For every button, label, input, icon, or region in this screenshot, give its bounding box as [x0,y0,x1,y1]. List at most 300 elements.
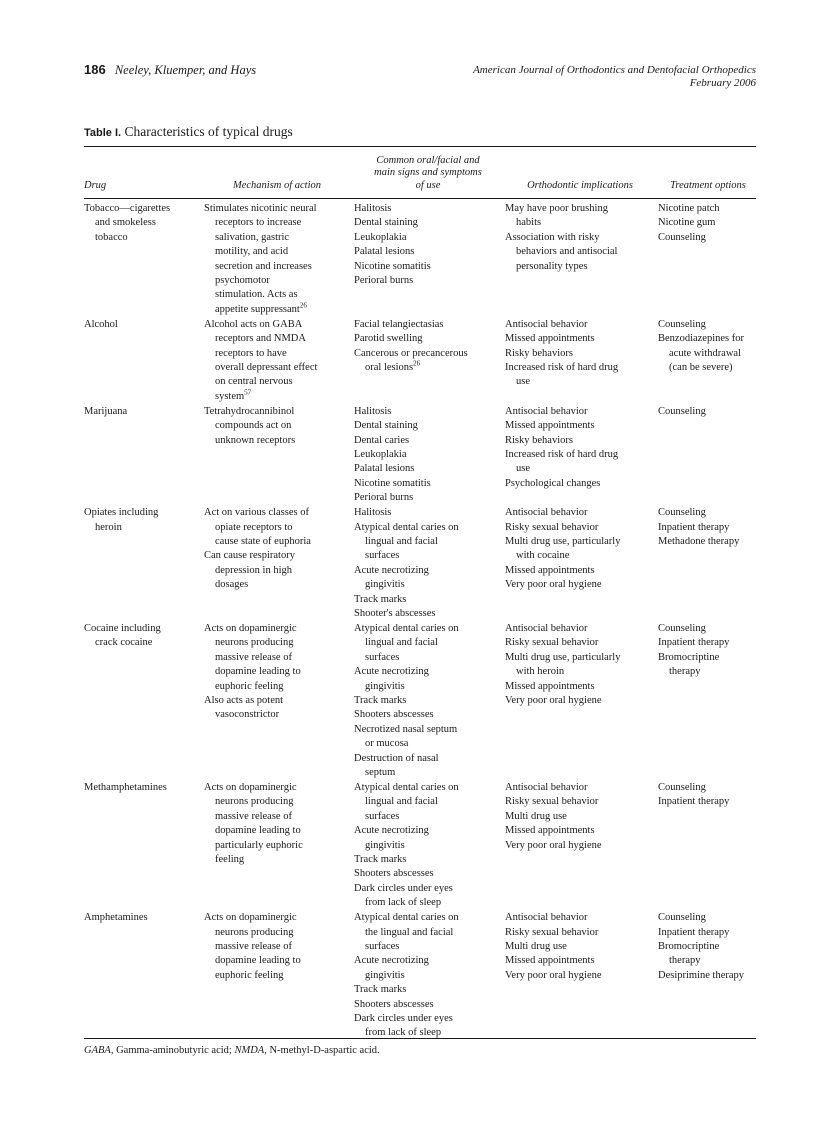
cell-text: Antisocial behavior [505,507,588,519]
cell-line [354,737,502,751]
cell-line [505,375,655,389]
cell-text: cause state of euphoria [215,536,311,547]
cell-line [84,781,199,795]
header-implications-line: Orthodontic implications [527,179,633,191]
table-header-rule [84,198,756,199]
cell-line [505,549,655,563]
cell-mechanism [204,911,350,983]
cell-text: Bromocriptine [658,651,720,663]
cell-line [354,752,502,766]
cell-text: Dark circles under eyes [354,1013,453,1025]
cell-line [505,462,655,476]
cell-text: Antisocial behavior [505,912,588,924]
cell-text: Dark circles under eyes [354,882,453,894]
cell-text: opiate receptors to [215,521,293,533]
cell-text: Counseling [658,318,706,330]
cell-text: secretion and increases [215,260,312,272]
cell-text: Leukoplakia [354,449,407,461]
cell-mechanism [204,405,350,448]
cell-text: neurons producing [215,637,294,649]
footnote-abbr-gaba: GABA, [84,1045,114,1056]
cell-drug [84,911,199,925]
table-row [0,622,838,781]
cell-line [354,274,502,288]
header-treatment-line: Treatment options [670,179,746,191]
cell-text: neurons producing [215,926,294,938]
cell-line [84,216,199,230]
cell-text: Acute necrotizing [354,564,429,576]
cell-text: Atypical dental caries on [354,622,459,634]
cell-text: dosages [215,579,249,591]
cell-text: May have poor brushing [505,203,608,214]
cell-text: Halitosis [354,405,392,417]
table-footnote [84,1045,380,1056]
cell-line [505,636,655,650]
cell-line [505,810,655,824]
cell-mechanism [204,318,350,404]
cell-line [354,260,502,274]
cell-text: oral lesions [365,362,414,374]
cell-text: Multi drug use, particularly [505,536,621,547]
cell-text: surfaces [365,940,400,952]
cell-text: Shooters abscesses [354,709,434,721]
cell-line [354,940,502,954]
table-caption [84,124,293,140]
cell-line [658,405,758,419]
cell-text: Risky behaviors [505,434,573,446]
cell-text: gingivitis [365,680,405,692]
cell-text: Multi drug use [505,810,567,822]
cell-line [84,911,199,925]
cell-line [658,231,758,245]
cell-line [204,680,350,694]
cell-text: euphoric feeling [215,969,284,981]
cell-line [204,708,350,722]
cell-text: Acts on dopaminergic [204,622,297,634]
cell-text: Inpatient therapy [658,637,730,649]
cell-text: Marijuana [84,405,128,417]
cell-line [84,405,199,419]
cell-text: appetite suppressant [215,303,300,315]
cell-text: Risky sexual behavior [505,796,599,808]
cell-text: Antisocial behavior [505,318,588,330]
cell-line [204,853,350,867]
cell-line [204,926,350,940]
cell-text: Multi drug use [505,940,567,952]
cell-text: lingual and facial [365,637,438,649]
table-row [0,318,838,405]
cell-implications [505,622,655,708]
cell-line [204,332,350,346]
cell-text: Leukoplakia [354,231,407,243]
cell-line [204,419,350,433]
cell-line [204,288,350,302]
cell-line [84,622,199,636]
cell-text: system [215,390,245,402]
cell-line [658,318,758,332]
cell-text: acute withdrawal [669,347,742,359]
cell-text: Dental caries [354,434,410,446]
cell-text: Alcohol acts on GABA [204,318,303,330]
cell-text: Bromocriptine [658,940,720,952]
cell-line [658,636,758,650]
cell-line [204,231,350,245]
cell-text: behaviors and antisocial [516,246,618,258]
cell-line [354,477,502,491]
cell-text: Track marks [354,854,407,866]
table-row [0,405,838,506]
cell-text: Cancerous or precancerous [354,347,468,359]
cell-text: surfaces [365,810,400,822]
cell-text: Risky behaviors [505,347,573,359]
cell-line [505,665,655,679]
cell-line [354,810,502,824]
cell-line [354,867,502,881]
cell-text: with heroin [516,666,565,678]
cell-implications [505,911,655,983]
cell-text: unknown receptors [215,434,296,446]
cell-line [505,231,655,245]
cell-line [84,202,199,216]
cell-text: Track marks [354,593,407,605]
cell-line [354,622,502,636]
cell-text: surfaces [365,550,400,562]
cell-text: Risky sexual behavior [505,521,599,533]
cell-text: receptors to have [215,347,287,359]
cell-treatment [658,506,758,549]
cell-text: Counseling [658,231,706,243]
cell-text: psychomotor [215,275,270,287]
cell-text: surfaces [365,651,400,663]
header-implications [505,180,655,193]
cell-line [204,665,350,679]
cell-line [505,434,655,448]
cell-text: Increased risk of hard drug [505,362,619,374]
cell-text: Antisocial behavior [505,781,588,793]
cell-text: euphoric feeling [215,680,284,692]
cell-text: Dental staining [354,420,418,432]
journal-name: American Journal of Orthodontics and Dentofacial Orthopedics [473,64,756,76]
cell-treatment [658,405,758,419]
cell-text: massive release of [215,940,292,952]
cell-text: Can cause respiratory [204,550,295,562]
cell-mechanism [204,202,350,317]
table-top-rule [84,146,756,147]
table-title: Characteristics of typical drugs [124,124,293,139]
cell-text: overall depressant effect [215,362,318,374]
cell-text: from lack of sleep [365,897,442,909]
cell-text: or mucosa [365,738,409,750]
cell-line [354,419,502,433]
cell-text: tobacco [95,231,128,243]
cell-line [505,969,655,983]
cell-text: Acute necrotizing [354,955,429,967]
cell-line [658,926,758,940]
cell-text: from lack of sleep [365,1027,442,1039]
cell-line [354,824,502,838]
cell-line [658,506,758,520]
cell-mechanism [204,622,350,723]
cell-text: Nicotine gum [658,217,716,229]
cell-line [354,636,502,650]
cell-line [204,578,350,592]
cell-line [658,521,758,535]
cell-line [354,694,502,708]
cell-line [505,926,655,940]
cell-line [505,419,655,433]
cell-line [658,969,758,983]
cell-text: dopamine leading to [215,955,301,967]
cell-line [505,839,655,853]
cell-line [204,940,350,954]
cell-drug [84,405,199,419]
cell-text: receptors to increase [215,217,302,229]
cell-text: particularly euphoric [215,839,303,851]
cell-text: Very poor oral hygiene [505,579,602,591]
cell-line [354,665,502,679]
cell-treatment [658,911,758,983]
cell-text: Risky sexual behavior [505,926,599,938]
cell-line [84,506,199,520]
table-row [0,202,838,318]
table-label: Table I. [84,127,122,139]
cell-implications [505,318,655,390]
cell-line [354,680,502,694]
cell-line [204,564,350,578]
cell-line [204,839,350,853]
cell-implications [505,781,655,853]
cell-text: Track marks [354,984,407,996]
cell-line [505,202,655,216]
cell-line [658,347,758,361]
cell-text: lingual and facial [365,796,438,808]
cell-line [354,983,502,997]
cell-line [354,448,502,462]
cell-line [204,303,350,317]
cell-text: Nicotine somatitis [354,477,431,489]
cell-line [354,506,502,520]
cell-text: Palatal lesions [354,463,415,475]
cell-text: with cocaine [516,550,570,562]
cell-text: stimulation. Acts as [215,289,298,301]
cell-text: septum [365,767,396,779]
cell-text: Increased risk of hard drug [505,449,619,461]
cell-line [658,795,758,809]
cell-line [354,969,502,983]
cell-line [354,954,502,968]
cell-line [84,318,199,332]
cell-line [505,318,655,332]
cell-text: Psychological changes [505,477,601,489]
cell-line [204,535,350,549]
cell-text: the lingual and facial [365,926,454,938]
cell-line [354,911,502,925]
cell-text: Tobacco—cigarettes [84,203,171,214]
header-mechanism [204,180,350,193]
cell-line [505,332,655,346]
header-signs-line-2: main signs and symptoms [374,167,482,178]
cell-drug [84,622,199,651]
cell-line [204,810,350,824]
cell-text: personality types [516,260,588,272]
cell-text: Antisocial behavior [505,405,588,417]
cell-text: Risky sexual behavior [505,637,599,649]
cell-text: dopamine leading to [215,666,301,678]
cell-text: Inpatient therapy [658,521,730,533]
cell-line [204,390,350,404]
cell-text: Multi drug use, particularly [505,651,621,663]
cell-text: gingivitis [365,969,405,981]
cell-line [505,694,655,708]
cell-line [354,491,502,505]
cell-line [354,882,502,896]
cell-text: Necrotized nasal septum [354,723,458,735]
cell-line [354,853,502,867]
cell-line [204,361,350,375]
cell-line [354,593,502,607]
cell-text: Acute necrotizing [354,666,429,678]
reference-superscript: 57 [244,388,252,397]
cell-text: Halitosis [354,507,392,519]
cell-text: Counseling [658,507,706,519]
cell-line [204,636,350,650]
issue-date: February 2006 [689,77,756,89]
cell-line [354,462,502,476]
cell-text: therapy [669,955,701,967]
footnote-def-gaba: Gamma-aminobutyric acid; [113,1045,235,1056]
cell-text: Parotid swelling [354,333,423,345]
cell-text: receptors and NMDA [215,333,306,345]
cell-text: Perioral burns [354,492,414,504]
cell-treatment [658,622,758,680]
cell-drug [84,506,199,535]
cell-line [354,839,502,853]
cell-line [505,361,655,375]
cell-text: Atypical dental caries on [354,781,459,793]
cell-line [658,202,758,216]
cell-text: Antisocial behavior [505,622,588,634]
cell-text: Cocaine including [84,622,161,634]
cell-line [204,375,350,389]
cell-drug [84,318,199,332]
cell-text: use [516,376,530,388]
cell-text: Counseling [658,912,706,924]
cell-text: Act on various classes of [204,507,309,519]
cell-line [354,405,502,419]
cell-line [354,549,502,563]
cell-line [658,216,758,230]
cell-line [84,231,199,245]
cell-text: Missed appointments [505,955,595,967]
cell-line [204,781,350,795]
cell-text: Missed appointments [505,333,595,345]
cell-line [204,694,350,708]
cell-line [658,535,758,549]
cell-line [354,1012,502,1026]
cell-drug [84,202,199,245]
header-drug-line: Drug [84,179,107,191]
reference-superscript: 26 [413,359,421,368]
cell-text: Dental staining [354,217,418,229]
cell-line [658,361,758,375]
cell-text: Stimulates nicotinic neural [204,203,317,214]
cell-line [505,347,655,361]
cell-text: Shooters abscesses [354,998,434,1010]
cell-line [505,911,655,925]
cell-line [354,332,502,346]
cell-line [204,202,350,216]
cell-line [204,622,350,636]
table-body [0,202,838,1041]
header-signs [354,155,502,193]
cell-text: Tetrahydrocannibinol [204,405,295,417]
cell-line [505,940,655,954]
cell-text: use [516,463,530,475]
cell-text: Inpatient therapy [658,926,730,938]
cell-line [204,245,350,259]
cell-line [505,564,655,578]
cell-line [354,723,502,737]
header-drug [84,180,199,193]
cell-text: Destruction of nasal [354,752,439,764]
cell-text: Missed appointments [505,420,595,432]
journal-info [473,64,756,90]
cell-text: Perioral burns [354,275,414,287]
cell-text: gingivitis [365,579,405,591]
cell-line [204,318,350,332]
table-row [0,911,838,1041]
cell-line [658,622,758,636]
cell-implications [505,506,655,592]
table-row [0,506,838,622]
table-bottom-rule [84,1038,756,1039]
cell-line [505,954,655,968]
cell-line [354,202,502,216]
cell-text: Counseling [658,781,706,793]
cell-line [505,245,655,259]
cell-line [505,448,655,462]
reference-superscript: 26 [299,301,307,310]
cell-text: feeling [215,854,245,866]
cell-line [354,318,502,332]
cell-line [354,998,502,1012]
cell-text: Amphetamines [84,912,148,924]
cell-text: crack cocaine [95,637,153,649]
cell-line [204,969,350,983]
cell-text: motility, and acid [215,246,289,258]
cell-line [204,260,350,274]
cell-text: Nicotine patch [658,203,720,214]
page-number: 186 [84,62,106,77]
cell-line [505,578,655,592]
cell-line [354,361,502,375]
cell-line [658,332,758,346]
cell-line [84,636,199,650]
cell-treatment [658,781,758,810]
cell-line [204,434,350,448]
cell-line [204,347,350,361]
cell-line [204,954,350,968]
cell-line [204,405,350,419]
cell-text: Track marks [354,695,407,707]
cell-text: Methamphetamines [84,781,167,793]
cell-text: massive release of [215,651,292,663]
cell-text: Facial telangiectasias [354,318,444,330]
cell-text: Nicotine somatitis [354,260,431,272]
cell-text: heroin [95,521,122,533]
cell-line [354,651,502,665]
cell-signs [354,318,502,376]
